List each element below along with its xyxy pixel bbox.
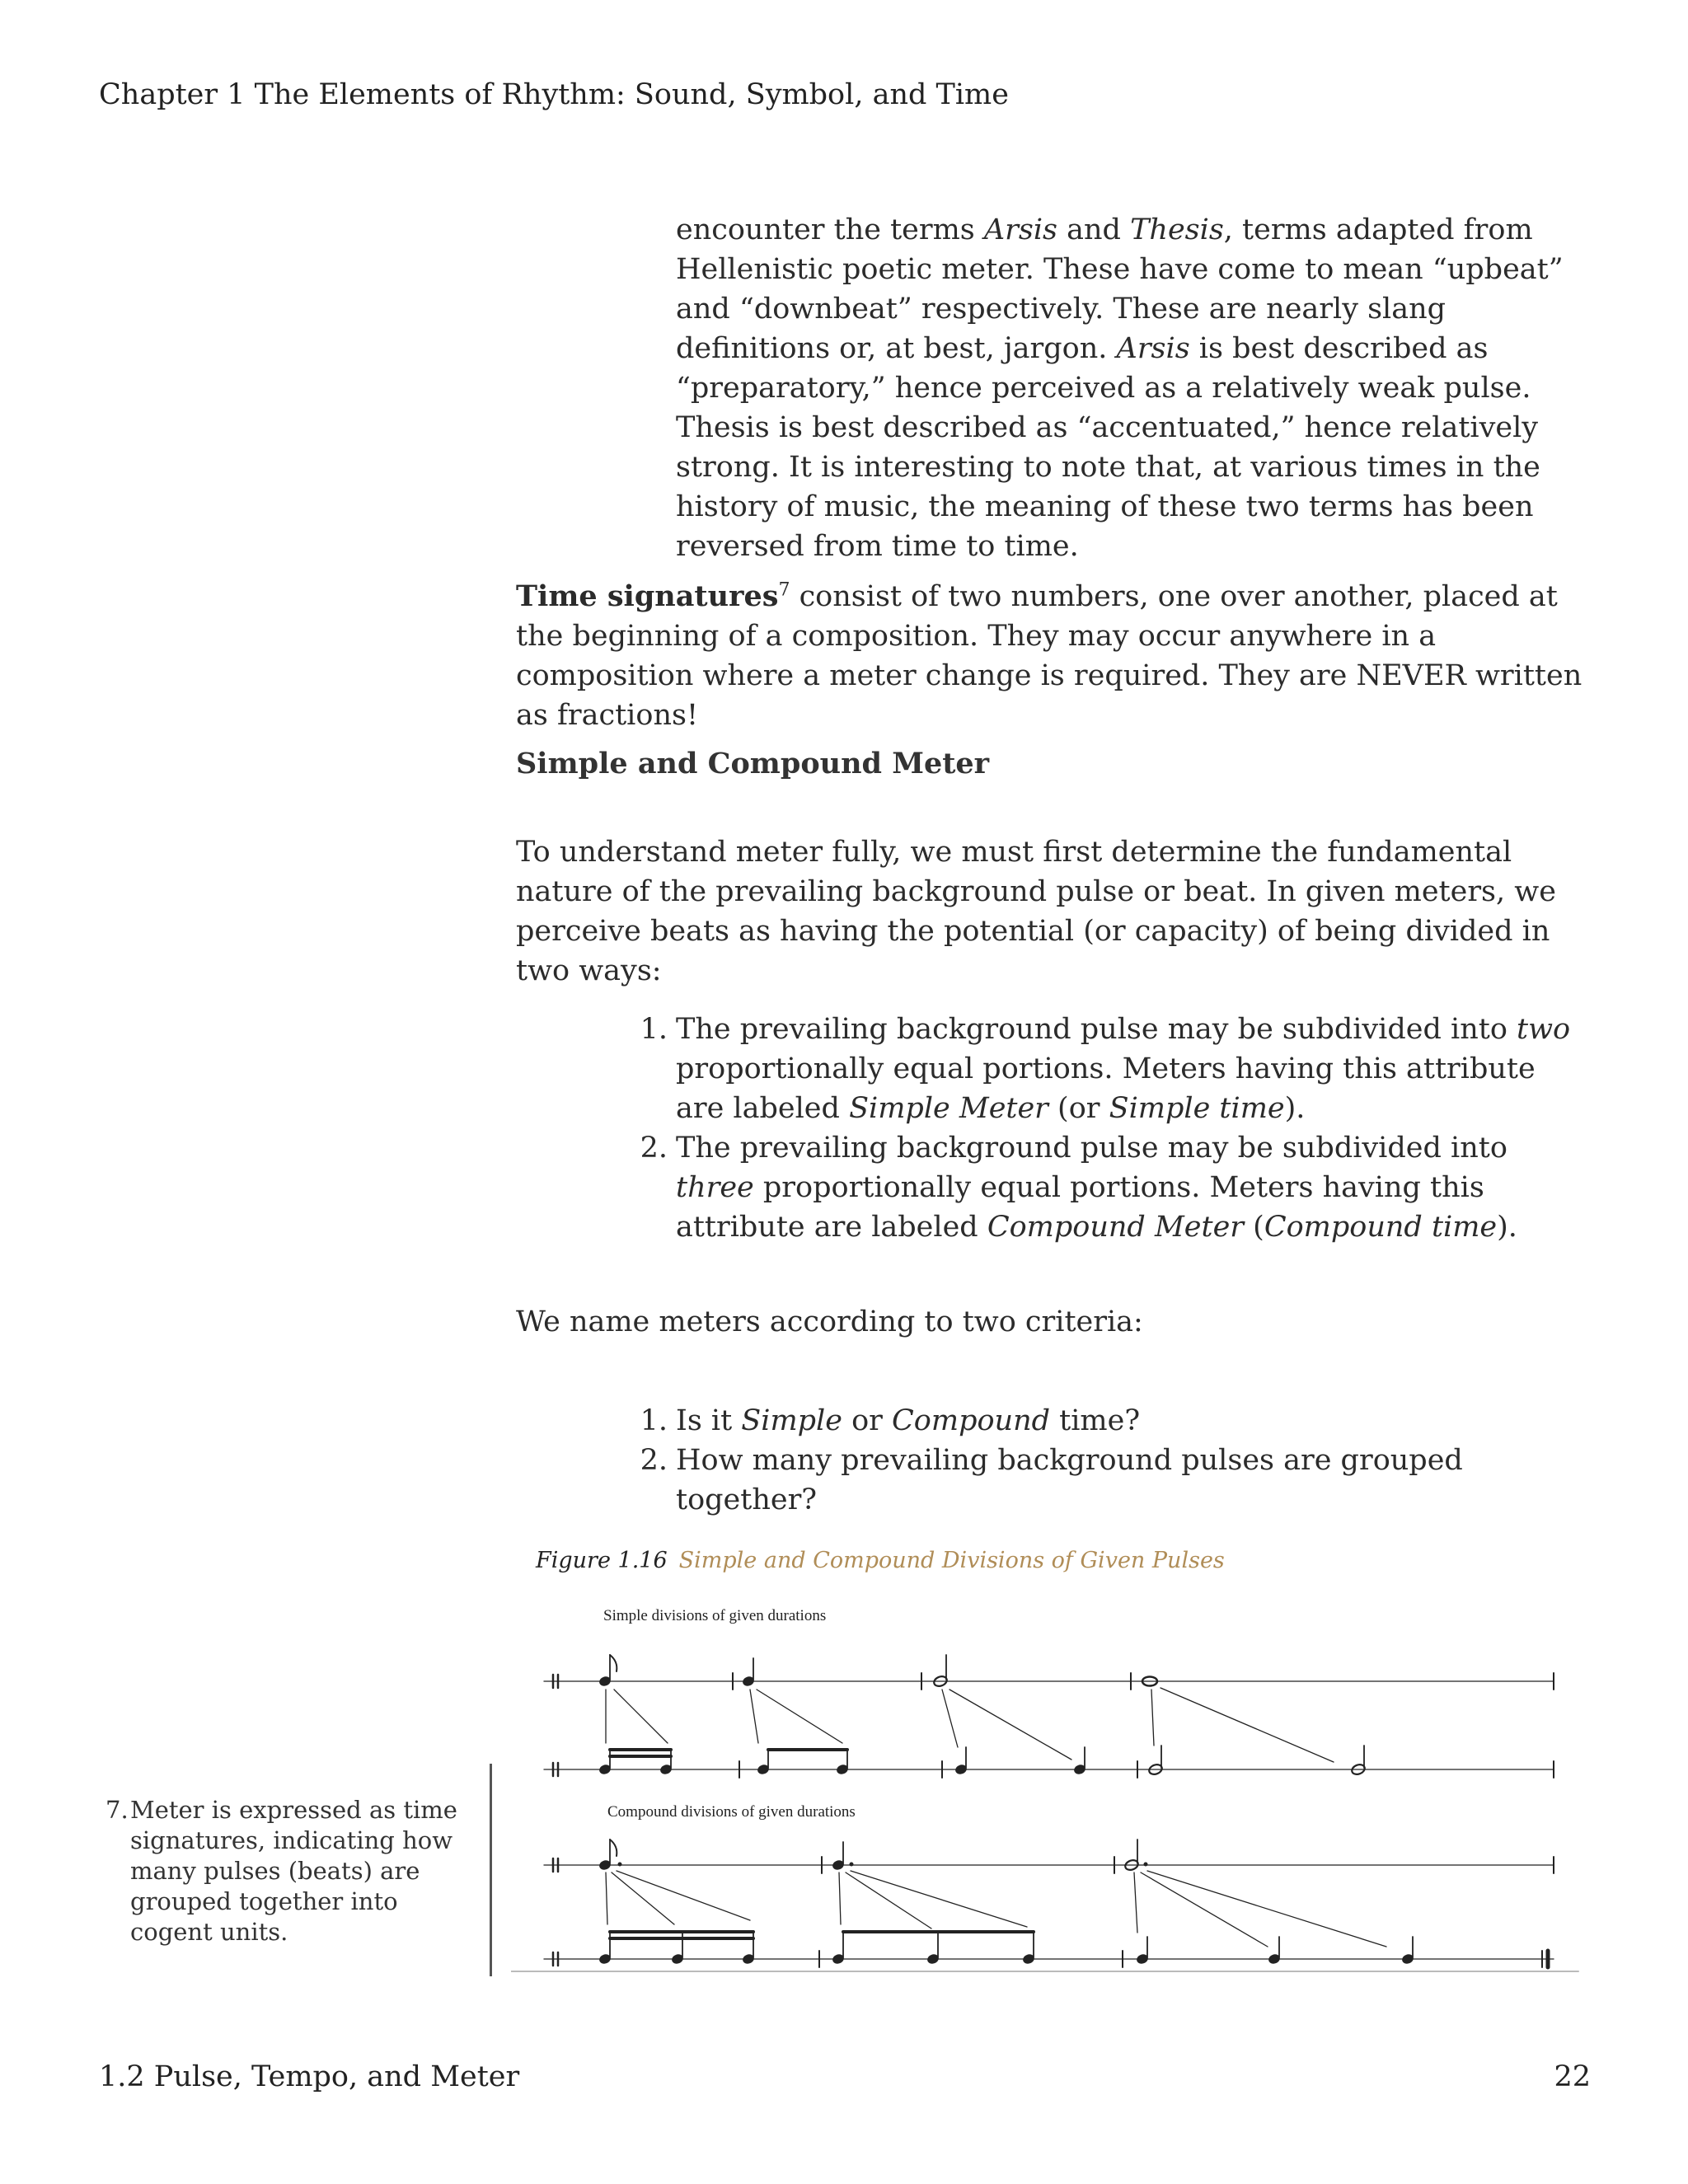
list-number: 1. — [640, 1013, 668, 1046]
list-item — [640, 1401, 1591, 1441]
arsis-thesis-callout — [676, 210, 1591, 566]
list-item — [640, 1010, 1591, 1128]
list-text: time? — [1050, 1404, 1141, 1437]
list-number: 2. — [640, 1132, 668, 1165]
figure-number: Figure 1.16 — [536, 1548, 668, 1573]
list-number: 2. — [640, 1444, 668, 1477]
list-text: ). — [1284, 1092, 1306, 1125]
footer-section: 1.2 Pulse, Tempo, and Meter — [99, 2060, 520, 2093]
sidenote-7 — [106, 1795, 468, 1947]
list-item — [640, 1441, 1591, 1520]
footnote-ref-7[interactable]: 7 — [778, 579, 790, 601]
list-emphasis: Compound time — [1264, 1211, 1498, 1244]
simple-eighth-group — [598, 1655, 673, 1776]
list-item — [640, 1128, 1591, 1247]
callout-term-thesis: Thesis — [1130, 213, 1224, 246]
callout-text-1: encounter the terms — [676, 213, 984, 246]
criteria-list — [640, 1401, 1591, 1520]
list-text: ). — [1497, 1211, 1517, 1244]
time-signatures-term: Time signatures — [516, 579, 779, 613]
section-heading: Simple and Compound Meter — [516, 747, 990, 780]
intro-paragraph: To understand meter fully, we must first determine the fundamental nature of the prevailing background pulse or beat. In given meters, we perceive beats as having the potential (or capacity) of being divided in two ways: — [516, 836, 1556, 987]
time-signatures-text: consist of two numbers, one over another, placed at the beginning of a composition. They may occur anywhere in a composition where a meter change is required. They are NEVER written as fractions! — [516, 580, 1582, 732]
simple-bottom-staff — [544, 1761, 1554, 1778]
compound-top-staff — [544, 1857, 1554, 1873]
compound-dotted-half-group — [1124, 1840, 1415, 1966]
rhythm-figure — [511, 1599, 1599, 1978]
callout-text-2: and — [1057, 213, 1131, 246]
list-text: The prevailing background pulse may be subdivided into — [676, 1013, 1517, 1046]
list-emphasis: Simple time — [1109, 1092, 1285, 1125]
sidenote-rule — [490, 1764, 492, 1976]
division-list — [640, 1010, 1591, 1247]
list-text: or — [842, 1404, 893, 1437]
criteria-paragraph: We name meters according to two criteria: — [516, 1305, 1143, 1338]
list-text: (or — [1048, 1092, 1109, 1125]
list-text: The prevailing background pulse may be subdivided into — [676, 1132, 1507, 1165]
sidenote-number: 7. — [106, 1796, 129, 1824]
list-emphasis: Compound Meter — [987, 1211, 1245, 1244]
list-emphasis: three — [676, 1171, 754, 1204]
list-text: Is it — [676, 1404, 742, 1437]
figure-title: Simple and Compound Divisions of Given Pulses — [678, 1548, 1225, 1573]
list-emphasis: Compound — [892, 1404, 1051, 1437]
simple-half-group — [933, 1655, 1087, 1776]
compound-divisions-label: Compound divisions of given durations — [607, 1803, 856, 1821]
list-text: How many prevailing background pulses are grouped together? — [676, 1444, 1463, 1516]
simple-divisions-label: Simple divisions of given durations — [603, 1607, 827, 1624]
list-emphasis: two — [1517, 1013, 1571, 1046]
list-emphasis: Simple Meter — [849, 1092, 1048, 1125]
list-text: proportionally equal portions. Meters having this attribute are labeled — [676, 1171, 1484, 1244]
sidenote-text: Meter is expressed as time signatures, indicating how many pulses (beats) are grouped together into cogent units. — [130, 1796, 457, 1946]
list-text: proportionally equal portions. Meters having this attribute are labeled — [676, 1052, 1536, 1125]
running-header: Chapter 1 The Elements of Rhythm: Sound, Symbol, and Time — [99, 78, 1009, 111]
compound-dotted-eighth-group — [598, 1840, 756, 1966]
simple-whole-group — [1142, 1677, 1366, 1776]
time-signatures-paragraph — [516, 577, 1587, 735]
figure-caption — [536, 1548, 1225, 1573]
callout-text-4: is best described as “preparatory,” hence perceived as a relatively weak pulse. Thesis is best described as “accentuated,” hence relatively strong. It is interesting to note that, at various times in the history of music, the meaning of these two terms has been reversed from time to time. — [676, 332, 1540, 563]
callout-text-3: , terms adapted from Hellenistic poetic meter. These have come to mean “upbeat” and “downbeat” respectively. These are nearly slang definitions or, at best, jargon. — [676, 213, 1564, 365]
simple-top-staff — [544, 1673, 1554, 1690]
list-number: 1. — [640, 1404, 668, 1437]
callout-term-arsis-2: Arsis — [1116, 332, 1190, 365]
page-number: 22 — [1554, 2060, 1591, 2093]
list-text: ( — [1244, 1211, 1264, 1244]
compound-dotted-quarter-group — [832, 1842, 1036, 1966]
callout-term-arsis: Arsis — [983, 213, 1057, 246]
simple-quarter-group — [742, 1658, 850, 1776]
list-emphasis: Simple — [741, 1404, 842, 1437]
